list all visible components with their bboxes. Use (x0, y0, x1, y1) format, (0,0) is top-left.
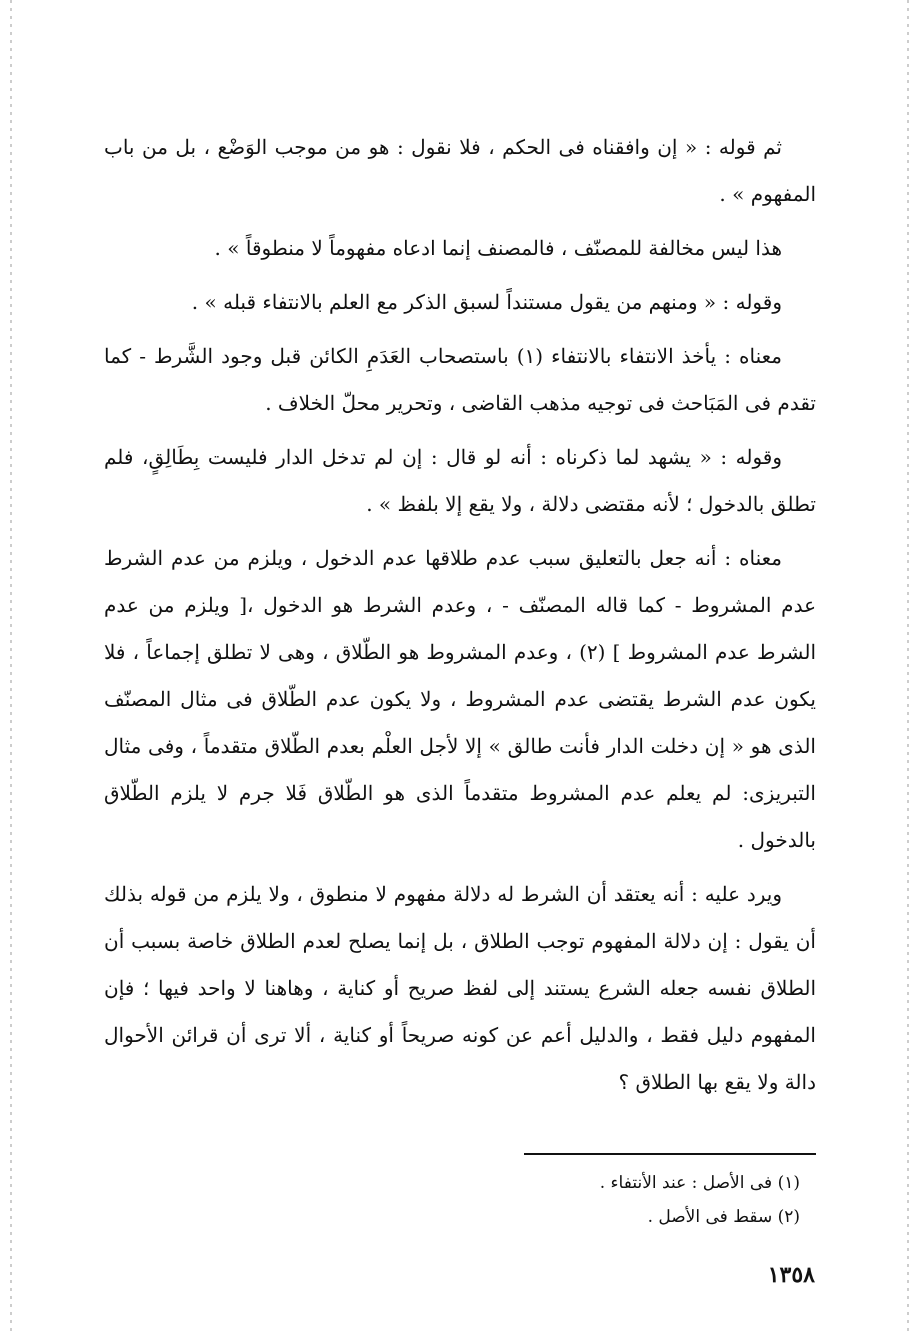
footnote: (٢) سقط فى الأصل . (647, 1207, 800, 1227)
page-edge-dots-left (10, 0, 12, 1333)
paragraph: هذا ليس مخالفة للمصنّف ، فالمصنف إنما ادعاه مفهوماً لا منطوقاً » . (214, 236, 782, 260)
paragraph: وقوله : « يشهد لما ذكرناه : أنه لو قال : إن لم تدخل الدار فليست بِطَالِقٍ، فلم تطلق بالدخول ؛ لأنه مقتضى دلالة ، ولا يقع إلا بلفظ » . (104, 445, 816, 516)
paragraph: ثم قوله : « إن وافقناه فى الحكم ، فلا نقول : هو من موجب الوَضْع ، بل من باب المفهوم » . (104, 135, 816, 206)
page-edge-dots-right (907, 0, 909, 1333)
footnotes (400, 1166, 800, 1234)
paragraph: معناه : يأخذ الانتفاء بالانتفاء (١) باستصحاب العَدَمِ الكائن قبل وجود الشَّرط - كما تقدم فى المَبَاحث فى توجيه مذهب القاضى ، وتحرير محلّ الخلاف . (104, 344, 816, 415)
paragraph: وقوله : « ومنهم من يقول مستنداً لسبق الذكر مع العلم بالانتفاء قبله » . (191, 290, 782, 314)
page-number: ١٣٥٨ (767, 1262, 815, 1288)
footnote-separator (524, 1153, 816, 1155)
footnote: (١) فى الأصل : عند الأنتفاء . (599, 1173, 800, 1193)
paragraph: معناه : أنه جعل بالتعليق سبب عدم طلاقها عدم الدخول ، ويلزم من عدم الشرط عدم المشروط - كما قاله المصنّف - ، وعدم الشرط هو الدخول ،[ ويلزم من عدم الشرط عدم المشروط ] (٢) ، وعدم المشروط هو الطّلاق ، وهى لا تطلق إجماعاً ، فلا يكون عدم الشرط يقتضى عدم المشروط ، ولا يكون عدم الطّلاق فى مثال المصنّف الذى هو « إن دخلت الدار فأنت طالق » إلا لأجل العلْم بعدم الطّلاق متقدماً ، وفى مثال التبريزى: لم يعلم عدم المشروط متقدماً الذى هو الطّلاق فَلا جرم لا يلزم الطّلاق بالدخول . (104, 546, 816, 852)
paragraph: ويرد عليه : أنه يعتقد أن الشرط له دلالة مفهوم لا منطوق ، ولا يلزم من قوله بذلك أن يقول : إن دلالة المفهوم توجب الطلاق ، بل إنما يصلح لعدم الطلاق خاصة بسبب أن الطلاق نفسه جعله الشرع يستند إلى لفظ صريح أو كناية ، وهاهنا لا واحد فيها ؛ فإن المفهوم دليل فقط ، والدليل أعم عن كونه صريحاً أو كناية ، ألا ترى أن قرائن الأحوال دالة ولا يقع بها الطلاق ؟ (104, 882, 816, 1094)
main-text (104, 124, 816, 1113)
